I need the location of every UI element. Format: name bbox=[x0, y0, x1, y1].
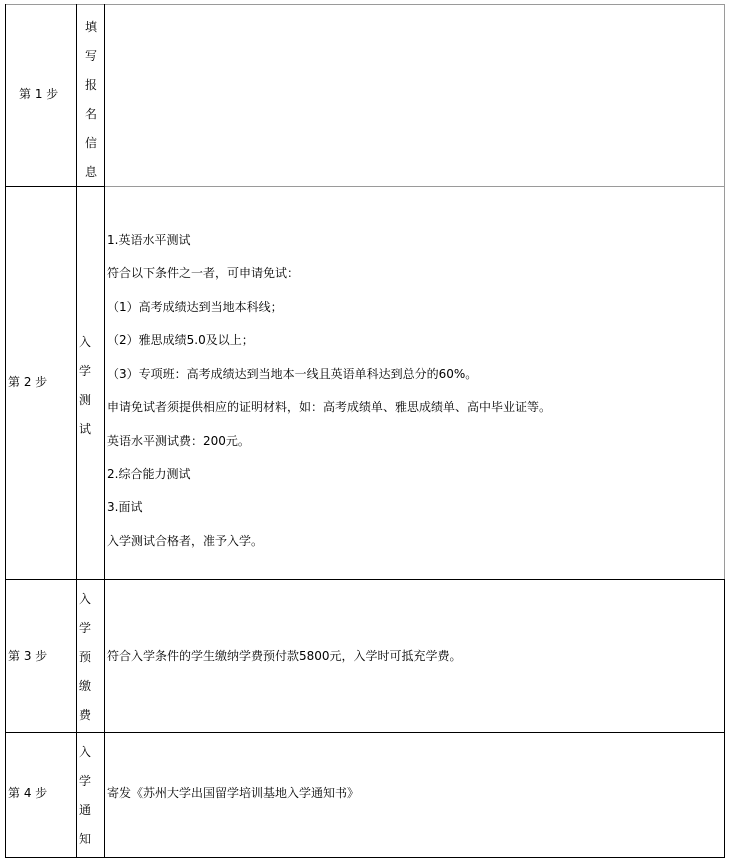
step-label: 第 4 步 bbox=[8, 786, 48, 800]
row-divider-1 bbox=[5, 186, 725, 187]
content-line: 3.面试 bbox=[107, 500, 143, 514]
row-divider-2 bbox=[5, 579, 725, 580]
content-line: 入学测试合格者，准予入学。 bbox=[107, 534, 264, 548]
step-title-char: 预 bbox=[78, 650, 91, 664]
step-title-char: 测 bbox=[78, 393, 91, 407]
step-title-char: 学 bbox=[78, 364, 91, 378]
table-border-right-lower bbox=[724, 579, 725, 857]
step-title-char: 报 bbox=[84, 78, 97, 92]
content-line: 英语水平测试费：200元。 bbox=[107, 434, 250, 448]
step-label: 第 3 步 bbox=[8, 649, 48, 663]
step-title-char: 息 bbox=[84, 165, 97, 179]
content-line: 寄发《苏州大学出国留学培训基地入学通知书》 bbox=[107, 786, 360, 800]
table-border-right-upper bbox=[724, 4, 725, 579]
step-title bbox=[71, 585, 99, 730]
row-divider-3 bbox=[5, 732, 725, 733]
step-title-char: 信 bbox=[84, 136, 97, 150]
step-title-char: 写 bbox=[84, 49, 97, 63]
step-title-char: 学 bbox=[78, 621, 91, 635]
step-label: 第 1 步 bbox=[19, 87, 59, 101]
step-title-char: 入 bbox=[78, 335, 91, 349]
content-line: （3）专项班：高考成绩达到当地本一线且英语单科达到总分的60%。 bbox=[107, 367, 478, 381]
step-title-char: 入 bbox=[78, 592, 91, 606]
content-line: 1.英语水平测试 bbox=[107, 233, 191, 247]
step-title bbox=[77, 13, 105, 187]
table-border-bottom bbox=[5, 857, 725, 858]
step-title-char: 试 bbox=[78, 422, 91, 436]
step-title-char: 填 bbox=[84, 20, 97, 34]
content-line: 2.综合能力测试 bbox=[107, 467, 191, 481]
step-title-char: 入 bbox=[78, 745, 91, 759]
step-title-char: 名 bbox=[84, 107, 97, 121]
content-line: 符合入学条件的学生缴纳学费预付款5800元，入学时可抵充学费。 bbox=[107, 649, 462, 663]
step-title-char: 通 bbox=[78, 803, 91, 817]
step-title-char: 费 bbox=[78, 708, 91, 722]
step-label: 第 2 步 bbox=[8, 375, 48, 389]
content-line: （1）高考成绩达到当地本科线； bbox=[107, 300, 283, 314]
table-border-top bbox=[5, 4, 725, 5]
step-title bbox=[71, 738, 99, 854]
content-line: （2）雅思成绩5.0及以上； bbox=[107, 333, 254, 347]
table-border-left bbox=[5, 4, 6, 857]
step-title-char: 学 bbox=[78, 774, 91, 788]
content-line: 符合以下条件之一者，可申请免试： bbox=[107, 266, 300, 280]
step-title bbox=[71, 328, 99, 444]
step-title-char: 缴 bbox=[78, 679, 91, 693]
content-line: 申请免试者须提供相应的证明材料，如：高考成绩单、雅思成绩单、高中毕业证等。 bbox=[107, 400, 552, 414]
step-title-char: 知 bbox=[78, 832, 91, 846]
